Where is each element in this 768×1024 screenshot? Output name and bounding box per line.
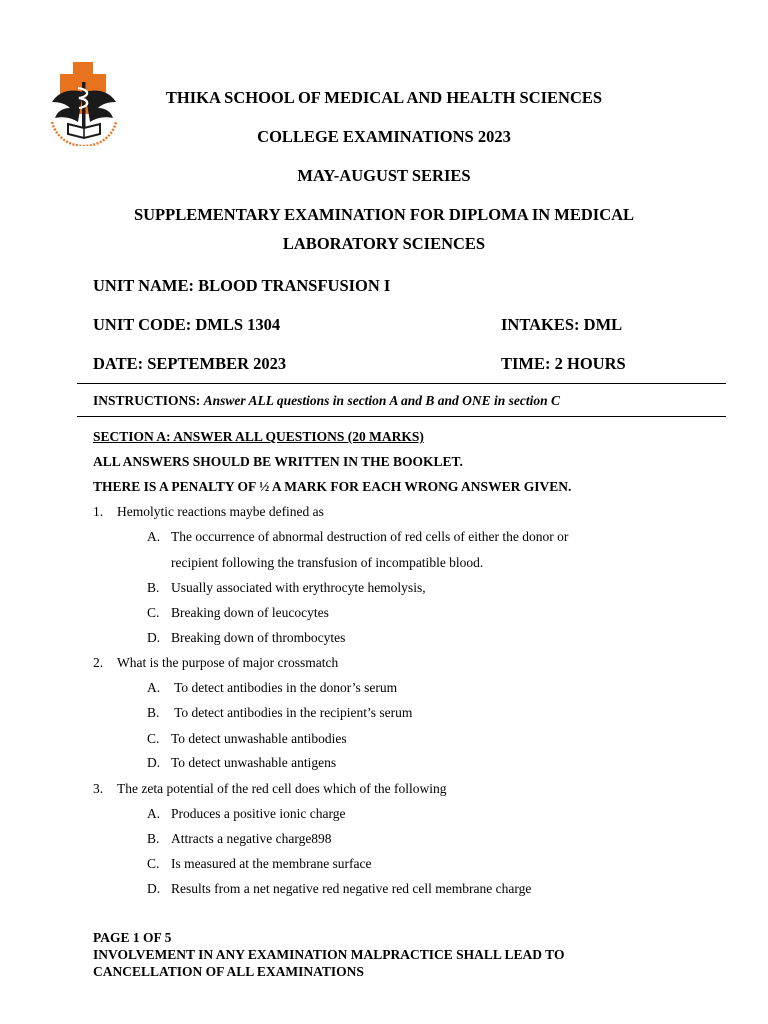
section-a-note-booklet: ALL ANSWERS SHOULD BE WRITTEN IN THE BOOKLET. <box>93 454 463 469</box>
option-text: Results from a net negative red negative red cell membrane charge <box>171 881 532 896</box>
option-label: B. <box>147 580 160 595</box>
exam-title-line1: SUPPLEMENTARY EXAMINATION FOR DIPLOMA IN MEDICAL <box>133 205 635 224</box>
exam-series: MAY-AUGUST SERIES <box>297 166 471 185</box>
instructions-text: Answer ALL questions in section A and B and ONE in section C <box>203 393 560 408</box>
option-text: To detect unwashable antigens <box>171 755 337 770</box>
instructions <box>93 393 560 409</box>
option-text: Is measured at the membrane surface <box>171 856 372 871</box>
option-text-continued: recipient following the transfusion of incompatible blood. <box>171 555 484 570</box>
option-text: To detect unwashable antibodies <box>171 731 347 746</box>
option-label: C. <box>147 731 160 746</box>
option-label: D. <box>147 755 161 770</box>
question-text: Hemolytic reactions maybe defined as <box>117 504 324 519</box>
option-text: Breaking down of leucocytes <box>171 605 329 620</box>
option-label: A. <box>147 806 161 821</box>
exam-title-line2: LABORATORY SCIENCES <box>282 234 486 253</box>
section-a-heading: SECTION A: ANSWER ALL QUESTIONS (20 MARKS) <box>93 429 424 444</box>
question-number: 2. <box>93 655 104 670</box>
exam-date: DATE: SEPTEMBER 2023 <box>93 354 287 373</box>
intakes: INTAKES: DML <box>501 315 623 334</box>
option-text: Produces a positive ionic charge <box>171 806 346 821</box>
option-text: Breaking down of thrombocytes <box>171 630 346 645</box>
question-number: 1. <box>93 504 104 519</box>
option-label: A. <box>147 529 161 544</box>
malpractice-warning-line2: CANCELLATION OF ALL EXAMINATIONS <box>93 964 364 979</box>
exam-time: TIME: 2 HOURS <box>501 354 626 373</box>
option-label: B. <box>147 705 160 720</box>
option-text: To detect antibodies in the donor’s serum <box>171 680 398 695</box>
instructions-label: INSTRUCTIONS: <box>93 393 201 408</box>
divider-top <box>77 383 726 384</box>
exam-name: COLLEGE EXAMINATIONS 2023 <box>257 127 511 146</box>
malpractice-warning-line1: INVOLVEMENT IN ANY EXAMINATION MALPRACTICE SHALL LEAD TO <box>93 947 565 962</box>
option-label: D. <box>147 630 161 645</box>
option-label: C. <box>147 856 160 871</box>
divider-bottom <box>77 416 726 417</box>
question-text: What is the purpose of major crossmatch <box>117 655 339 670</box>
page-number: PAGE 1 OF 5 <box>93 930 172 945</box>
unit-name: UNIT NAME: BLOOD TRANSFUSION I <box>93 276 391 295</box>
section-a-note-penalty: THERE IS A PENALTY OF ½ A MARK FOR EACH WRONG ANSWER GIVEN. <box>93 479 572 494</box>
question-number: 3. <box>93 781 104 796</box>
option-text: To detect antibodies in the recipient’s serum <box>171 705 413 720</box>
question-text: The zeta potential of the red cell does which of the following <box>117 781 447 796</box>
option-text: The occurrence of abnormal destruction of red cells of either the donor or <box>171 529 569 544</box>
option-text: Usually associated with erythrocyte hemolysis, <box>171 580 426 595</box>
option-label: D. <box>147 881 161 896</box>
unit-code: UNIT CODE: DMLS 1304 <box>93 315 281 334</box>
option-label: C. <box>147 605 160 620</box>
option-label: A. <box>147 680 161 695</box>
option-text: Attracts a negative charge898 <box>171 831 332 846</box>
school-name: THIKA SCHOOL OF MEDICAL AND HEALTH SCIENCES <box>165 88 603 107</box>
option-label: B. <box>147 831 160 846</box>
